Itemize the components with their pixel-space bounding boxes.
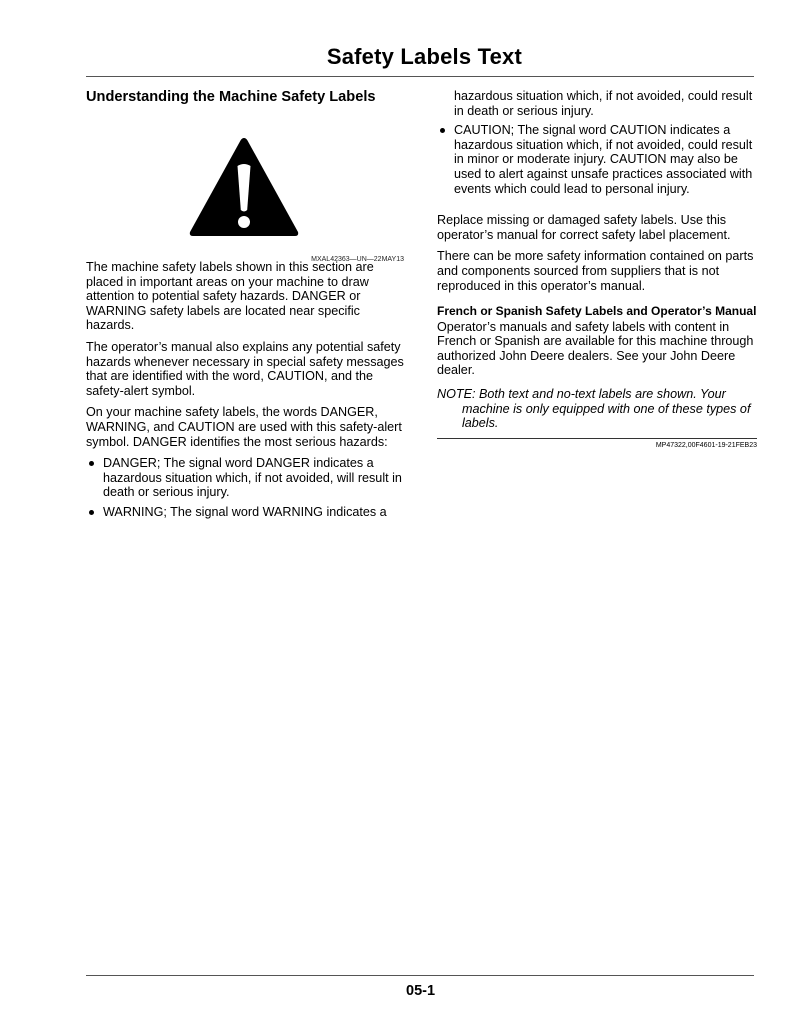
section-heading: Understanding the Machine Safety Labels: [86, 89, 376, 105]
signal-word-list-continued: [437, 123, 757, 196]
list-item-danger: DANGER; The signal word DANGER indicates a hazardous situation which, if not avoided, will result in death or serious injury.: [86, 456, 404, 500]
intro-paragraph: The machine safety labels shown in this section are placed in important areas on your machine to draw attention to potential safety hazards. DANGER or WARNING safety labels are located near specific hazards.: [86, 260, 374, 333]
note: [437, 387, 757, 431]
reference-code: MP47322,00F4601-19-21FEB23: [655, 441, 757, 449]
page-number: 05-1: [406, 983, 436, 999]
signal-words-paragraph: On your machine safety labels, the words DANGER, WARNING, and CAUTION are used with this safety-alert symbol. DANGER identifies the most serious hazards:: [86, 405, 402, 449]
note-lead: NOTE: Both text and no-text labels are shown. Your: [437, 387, 726, 401]
caution-explanation-paragraph: The operator’s manual also explains any potential safety hazards whenever necessary in special safety messages that are identified with the word, CAUTION, and the safety-alert symbol.: [86, 339, 404, 398]
section-end-rule: [437, 438, 757, 439]
replace-labels-paragraph: Replace missing or damaged safety labels. Use this operator’s manual for correct safety label placement.: [437, 213, 731, 242]
left-column: [86, 88, 404, 526]
right-column: [437, 89, 757, 450]
safety-alert-figure: [86, 116, 404, 263]
note-rest: machine is only equipped with one of these types of labels.: [462, 401, 751, 431]
header-rule: [86, 76, 754, 77]
signal-word-list: [86, 456, 404, 519]
supplier-info-paragraph: There can be more safety information contained on parts and components sourced from suppliers that is not reproduced in this operator’s manual.: [437, 249, 754, 293]
safety-alert-warning-icon: [188, 136, 300, 238]
language-availability-paragraph: Operator’s manuals and safety labels with content in French or Spanish are available for this machine through authorized John Deere dealers. See your John Deere dealer.: [437, 319, 754, 378]
list-item-caution: CAUTION; The signal word CAUTION indicates a hazardous situation which, if not avoided, could result in minor or moderate injury. CAUTION may also be used to alert against unsafe practices associated with events which could lead to personal injury.: [437, 123, 757, 196]
warning-continuation: hazardous situation which, if not avoided, could result in death or serious injury.: [454, 89, 753, 118]
figure-caption: MXAL42363—UN—22MAY13: [311, 256, 404, 263]
footer-rule: [86, 975, 754, 976]
subsection-heading: French or Spanish Safety Labels and Operator’s Manual: [437, 304, 757, 319]
list-item-warning: WARNING; The signal word WARNING indicates a: [86, 505, 404, 520]
page-title: Safety Labels Text: [326, 44, 522, 69]
